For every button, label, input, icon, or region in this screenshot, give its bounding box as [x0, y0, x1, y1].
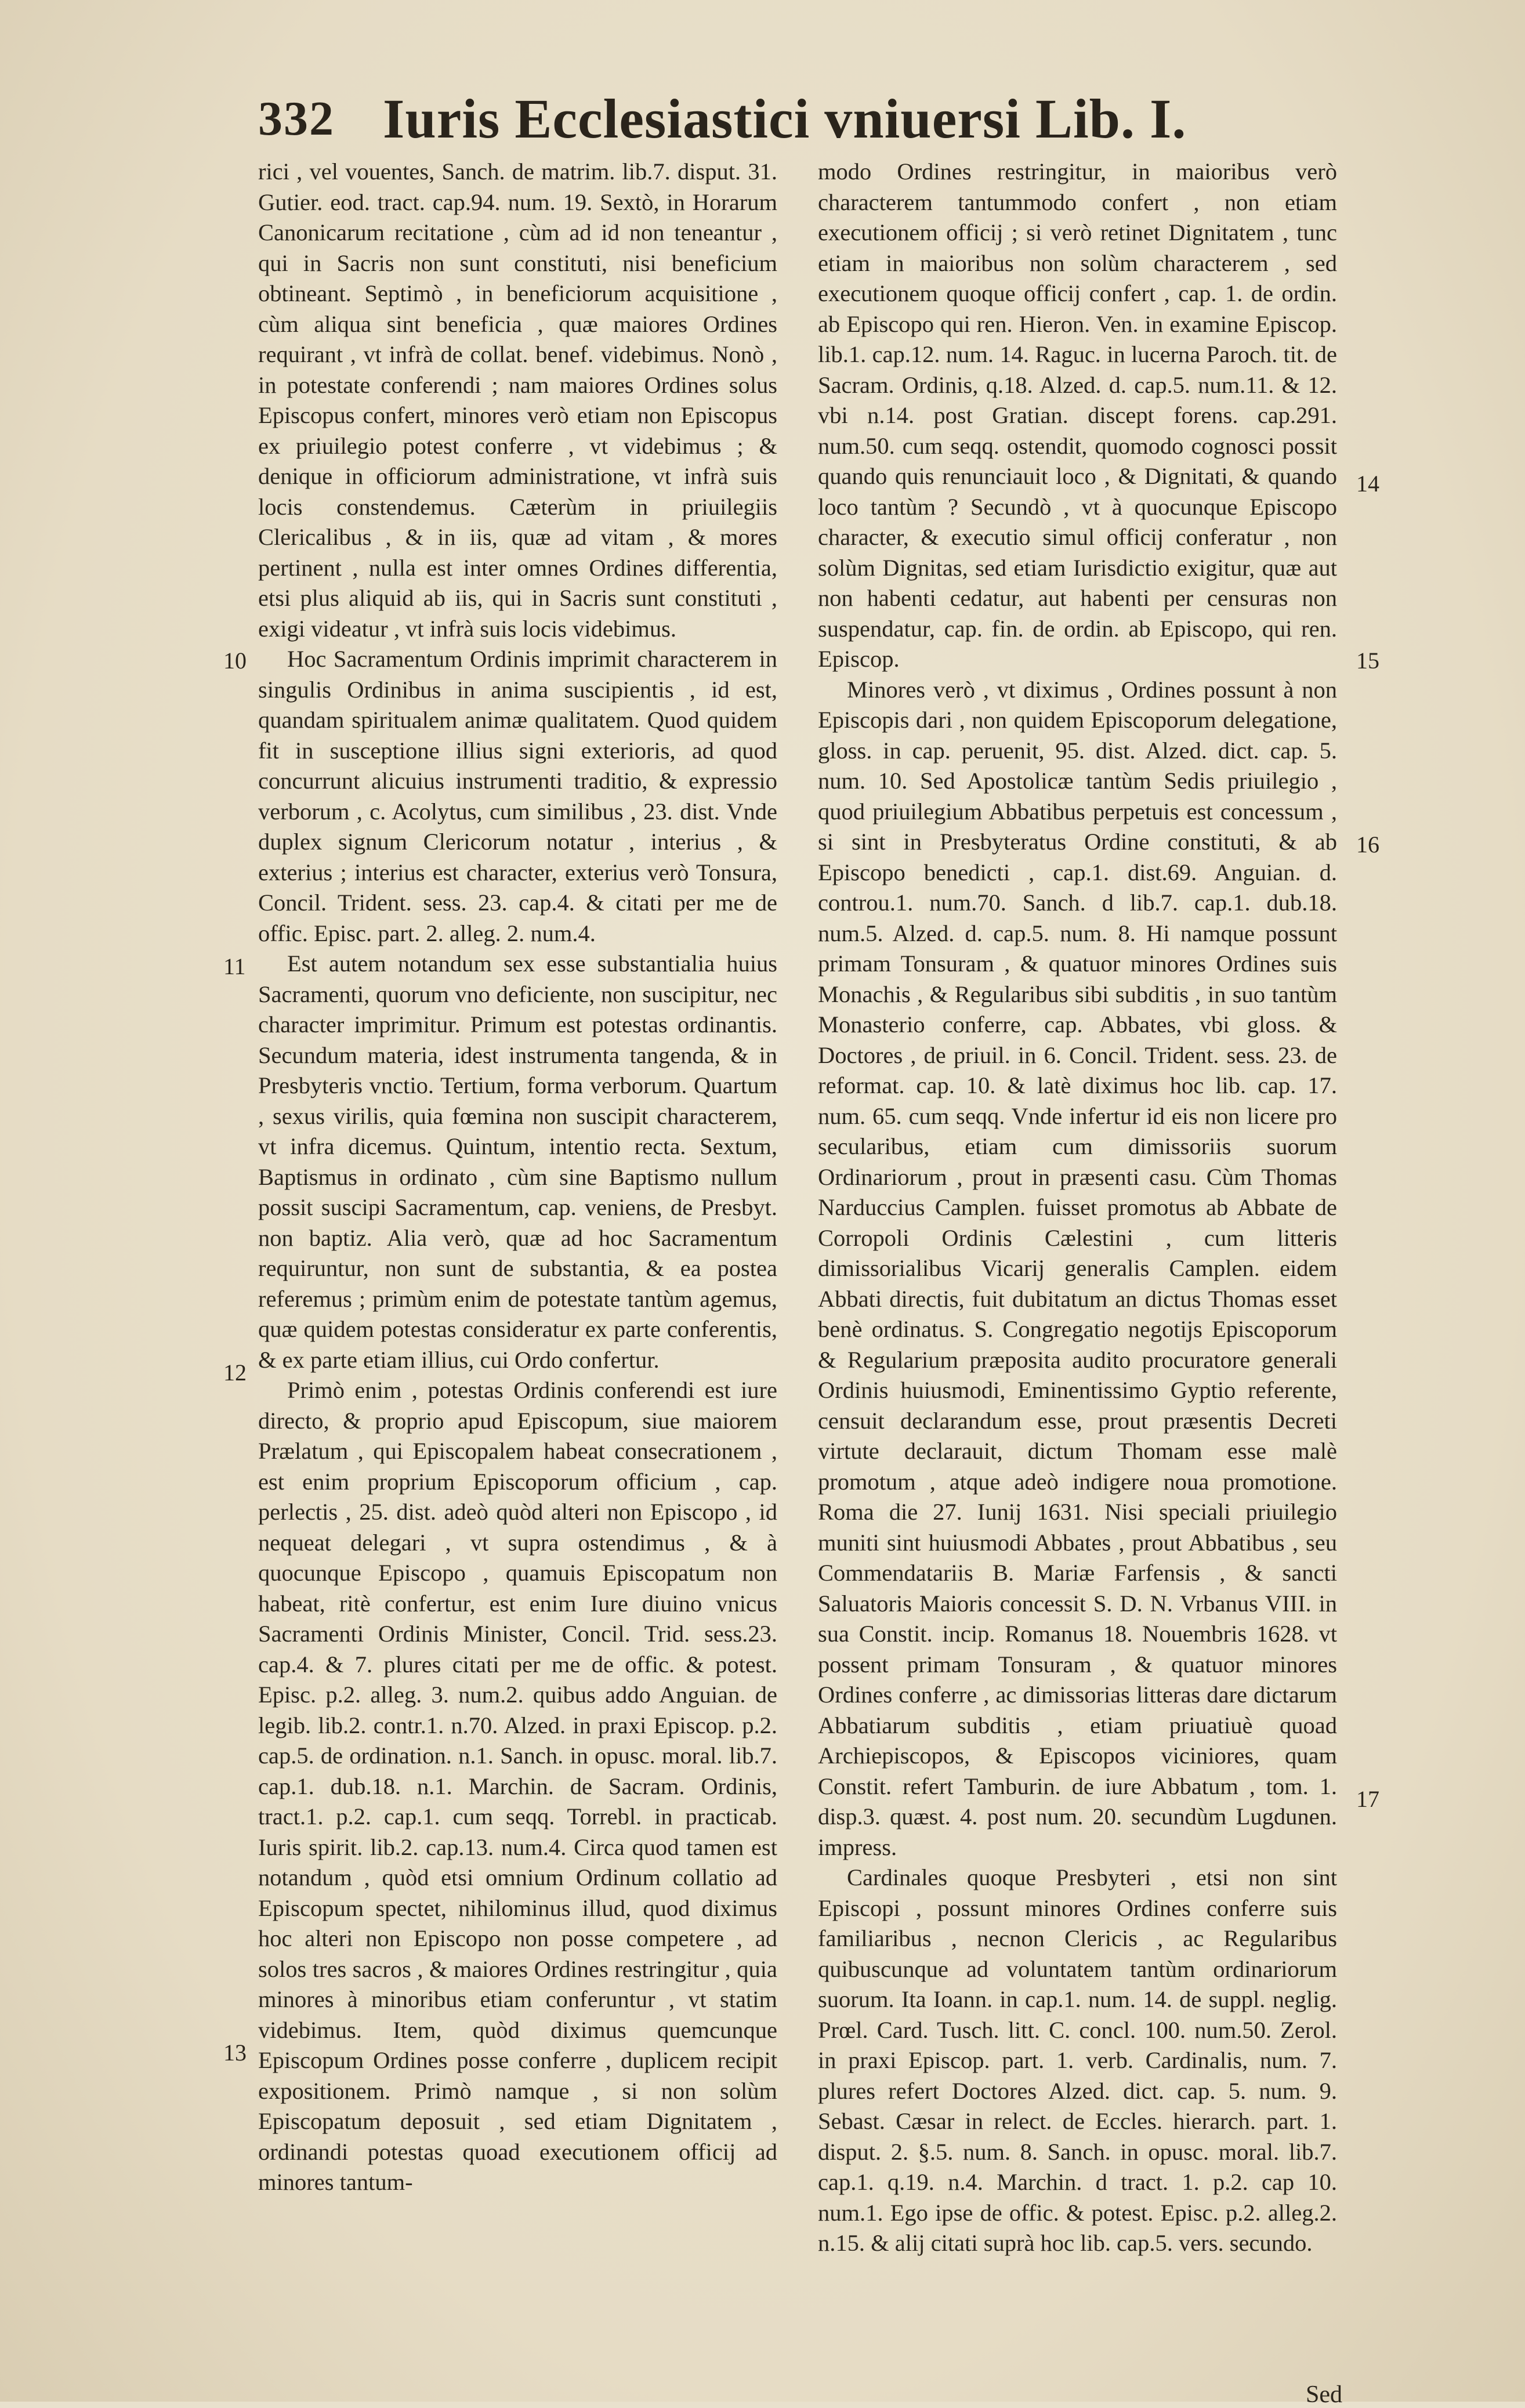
- margin-number: 17: [1356, 1786, 1379, 1812]
- margin-number: 13: [223, 2040, 247, 2066]
- margin-number: 11: [223, 953, 246, 979]
- paragraph: Minores verò , vt diximus , Ordines possunt à non Episcopis dari , non quidem Episcoporum delegatione, gloss. in cap. peruenit, 95. dist. Alzed. dict. cap. 5. num. 10. Sed Apostolicæ tantùm Sedis priuilegio , quod priuilegium Abbatibus perpetuis est concessum , si sint in Presbyteratus Ordine constituti, & ab Episcopo benedicti , cap.1. dist.69. Anguian. d. controu.1. num.70. Sanch. d lib.7. cap.1. dub.18. num.5. Alzed. d. cap.5. num. 8. Hi namque possunt primam Tonsuram , & quatuor minores Ordines suis Monachis , & Regularibus sibi subditis , in suo tantùm Monasterio conferre, cap. Abbates, vbi gloss. & Doctores , de priuil. in 6. Concil. Trident. sess. 23. de reformat. cap. 10. & latè diximus hoc lib. cap. 17. num. 65. cum seqq. Vnde infertur id eis non licere pro secularibus, etiam cum dimissoriis suorum Ordinariorum , prout in præsenti casu. Cùm Thomas Narduccius Camplen. fuisset promotus ab Abbate de Corropoli Ordinis Cælestini , cum litteris dimissorialibus Vicarij generalis Camplen. eidem Abbati directis, fuit dubitatum an dictus Thomas esset benè ordinatus. S. Congregatio negotijs Episcoporum & Regularium præposita audito procuratore generali Ordinis huiusmodi, Eminentissimo Gyptio referente, censuit declarandum esse, prout præsentis Decreti virtute declarauit, dictum Thomam esse malè promotum , atque adeò indigere noua promotione. Roma die 27. Iunij 1631. Nisi speciali priuilegio muniti sint huiusmodi Abbates , prout Abbatibus , seu Commendatariis B. Mariæ Farfensis , & sancti Saluatoris Maioris concessit S. D. N. Vrbanus VIII. in sua Constit. incip. Romanus 18. Nouembris 1628. vt possent primam Tonsuram , & quatuor minores Ordines conferre , ac dimissorias litteras dare dictarum Abbatiarum subditis , etiam priuatiuè quoad Archiepiscopos, & Episcopos viciniores, quam Constit. refert Tamburin. de iure Abbatum , tom. 1. disp.3. quæst. 4. post num. 20. secundùm Lugdunen. impress.: [818, 676, 1337, 1860]
- running-title: Iuris Ecclesiastici vniuersi Lib. I.: [383, 88, 1187, 150]
- margin-number: 12: [223, 1360, 247, 1386]
- margin-number: 15: [1356, 648, 1379, 674]
- paragraph: modo Ordines restringitur, in maioribus verò characterem tantummodo confert , non etiam executionem officij ; si verò retinet Dignitatem , tunc etiam in maioribus non solùm characterem , sed executionem quoque officij confert , cap. 1. de ordin. ab Episcopo qui ren. Hieron. Ven. in examine Episcop. lib.1. cap.12. num. 14. Raguc. in lucerna Paroch. tit. de Sacram. Ordinis, q.18. Alzed. d. cap.5. num.11. & 12. vbi n.14. post Gratian. discept forens. cap.291. num.50. cum seqq. ostendit, quomodo cognosci possit quando quis renunciauit loco , & Dignitati, & quando loco tantùm ? Secundò , vt à quocunque Episcopo character, & executio simul officij conferatur , non solùm Dignitas, sed etiam Iurisdictio exigitur, quæ aut non habenti cedatur, aut habenti per censuras non suspendatur, cap. fin. de ordin. ab Episcopo, qui ren. Episcop.: [818, 158, 1337, 672]
- page-number: 332: [258, 92, 335, 146]
- paragraph: Est autem notandum sex esse substantialia huius Sacramenti, quorum vno deficiente, non suscipitur, nec character imprimitur. Primum est potestas ordinantis. Secundum materia, idest instrumenta tangenda, & in Presbyteris vnctio. Tertium, forma verborum. Quartum , sexus virilis, quia fœmina non suscipit characterem, vt infra dicemus. Quintum, intentio recta. Sextum, Baptismus in ordinato , cùm sine Baptismo nullum possit suscipi Sacramentum, cap. veniens, de Presbyt. non baptiz. Alia verò, quæ ad hoc Sacramentum requiruntur, non sunt de substantia, & ea postea referemus ; primùm enim de potestate tantùm agemus, quæ quidem potestas consideratur ex parte conferentis, & ex parte etiam illius, cui Ordo confertur.: [258, 950, 777, 1373]
- paragraph: Cardinales quoque Presbyteri , etsi non sint Episcopi , possunt minores Ordines conferre suis familiaribus , necnon Clericis , ac Regularibus quibuscunque ad voluntatem tantùm ordinariorum suorum. Ita Ioann. in cap.1. num. 14. de suppl. neglig. Prœl. Card. Tusch. litt. C. concl. 100. num.50. Zerol. in praxi Episcop. part. 1. verb. Cardinalis, num. 7. plures refert Doctores Alzed. dict. cap. 5. num. 9. Sebast. Cæsar in relect. de Eccles. hierarch. part. 1. disput. 2. §.5. num. 8. Sanch. in opusc. moral. lib.7. cap.1. q.19. n.4. Marchin. d tract. 1. p.2. cap 10. num.1. Ego ipse de offic. & potest. Episc. p.2. alleg.2. n.15. & alij citati suprà hoc lib. cap.5. vers. secundo.: [818, 1864, 1337, 2256]
- right-column: [818, 157, 1337, 2259]
- margin-number: 14: [1356, 471, 1379, 497]
- page-header: [258, 87, 1302, 151]
- margin-number: 10: [223, 648, 247, 674]
- left-column: [258, 157, 777, 2198]
- paragraph: Hoc Sacramentum Ordinis imprimit characterem in singulis Ordinibus in anima suscipientis , id est, quandam spiritualem animæ qualitatem. Quod quidem fit in susceptione illius signi exterioris, ad quod concurrunt alicuius instrumenti traditio, & expressio verborum , c. Acolytus, cum similibus , 23. dist. Vnde duplex signum Clericorum notatur , interius , & exterius ; interius est character, exterius verò Tonsura, Concil. Trident. sess. 23. cap.4. & citati per me de offic. Episc. part. 2. alleg. 2. num.4.: [258, 646, 777, 946]
- catchword: Sed: [1306, 2381, 1342, 2408]
- paragraph: Primò enim , potestas Ordinis conferendi est iure directo, & proprio apud Episcopum, siue maiorem Prælatum , qui Episcopalem habeat consecrationem , est enim proprium Episcoporum officium , cap. perlectis , 25. dist. adeò quòd alteri non Episcopo , id nequeat delegari , vt supra ostendimus , & à quocunque Episcopo , quamuis Episcopatum non habeat, ritè confertur, est enim Iure diuino vnicus Sacramenti Ordinis Minister, Concil. Trid. sess.23. cap.4. & 7. plures citati per me de offic. & potest. Episc. p.2. alleg. 3. num.2. quibus addo Anguian. de legib. lib.2. contr.1. n.70. Alzed. in praxi Episcop. p.2. cap.5. de ordination. n.1. Sanch. in opusc. moral. lib.7. cap.1. dub.18. n.1. Marchin. de Sacram. Ordinis, tract.1. p.2. cap.1. cum seqq. Torrebl. in practicab. Iuris spirit. lib.2. cap.13. num.4. Circa quod tamen est notandum , quòd etsi omnium Ordinum collatio ad Episcopum spectet, nihilominus illud, quod diximus hoc alteri non Episcopo non posse competere , ad solos tres sacros , & maiores Ordines restringitur , quia minores à minoribus etiam conferuntur , vt statim videbimus. Item, quòd diximus quemcunque Episcopum Ordines posse conferre , duplicem recipit expositionem. Primò namque , si non solùm Episcopatum deposuit , sed etiam Dignitatem , ordinandi potestas quoad executionem officij ad minores tantum-: [258, 1377, 777, 2195]
- margin-number: 16: [1356, 831, 1379, 858]
- paragraph: rici , vel vouentes, Sanch. de matrim. lib.7. disput. 31. Gutier. eod. tract. cap.94. num. 19. Sextò, in Horarum Canonicarum recitatione , cùm ad id non teneantur , qui in Sacris non sunt constituti, nisi beneficium obtineant. Septimò , in beneficiorum acquisitione , cùm aliqua sint beneficia , quæ maiores Ordines requirant , vt infrà de collat. benef. videbimus. Nonò , in potestate conferendi ; nam maiores Ordines solus Episcopus confert, minores verò etiam non Episcopus ex priuilegio potest conferre , vt videbimus ; & denique in officiorum administratione, vt infrà suis locis constendemus. Cæterùm in priuilegiis Clericalibus , & in iis, quæ ad vitam , & mores pertinent , nulla est inter omnes Ordines differentia, etsi plus aliquid ab iis, qui in Sacris sunt constituti , exigi videatur , vt infrà suis locis videbimus.: [258, 158, 777, 642]
